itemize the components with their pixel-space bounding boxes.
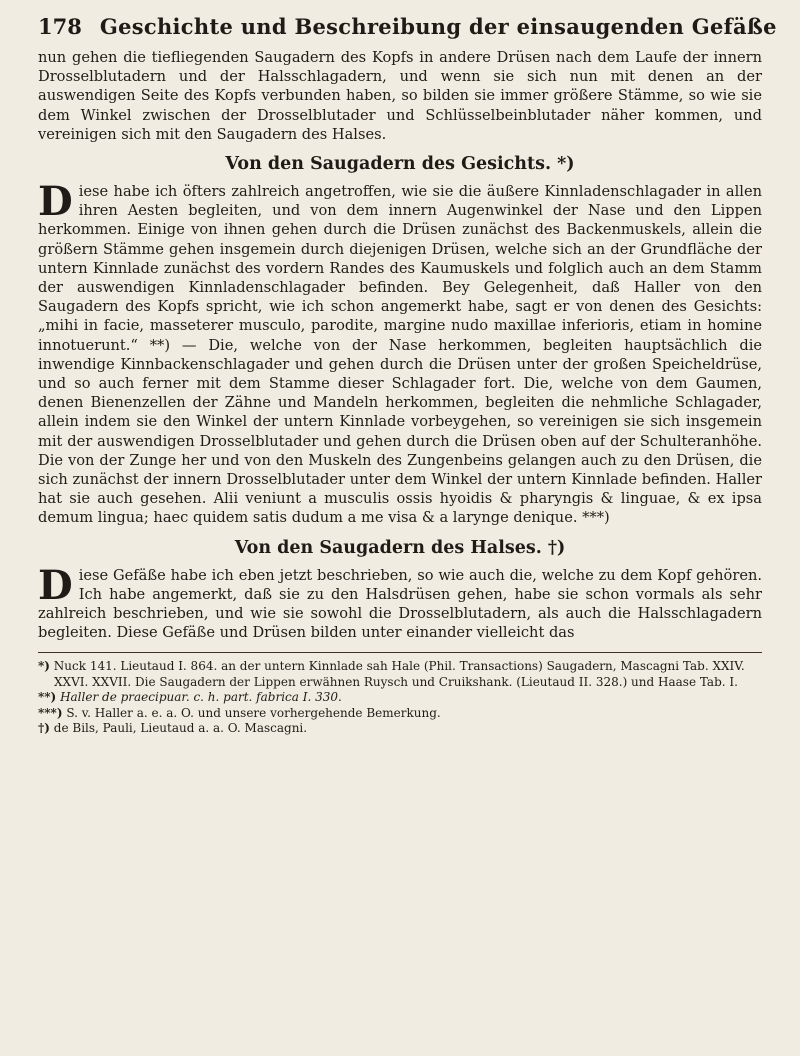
footnote-text: Haller de praecipuar. c. h. part. fabrica I. 330. xyxy=(60,690,342,705)
paragraph-neck-text: iese Gefäße habe ich eben jetzt beschrieben, so wie auch die, welche zu dem Kopf gehören. Ich habe angemerkt, daß sie zu den Halsdrüsen gehen, habe sie schon vormals als sehr zahlreich beschrieben, und wie sie sowohl die Drosselblutadern, als auch die Halsschlagadern begleiten. Diese Gefäße und Drüsen bilden unter einander vielleicht das xyxy=(38,566,762,642)
footnote-text: de Bils, Pauli, Lieutaud a. a. O. Mascagni. xyxy=(53,721,308,736)
footnote-divider xyxy=(38,652,762,653)
footnote-text: S. v. Haller a. e. a. O. und unsere vorhergehende Bemerkung. xyxy=(66,705,441,720)
footnote xyxy=(38,721,762,736)
section-heading-neck: Von den Saugadern des Halses. †) xyxy=(234,537,566,558)
footnote-mark: ***) xyxy=(38,705,63,720)
footnotes xyxy=(38,659,762,736)
drop-initial: D xyxy=(38,561,73,609)
paragraph-neck xyxy=(38,561,762,643)
footnote xyxy=(38,690,762,705)
running-title: Geschichte und Beschreibung der einsaugenden Gefäße xyxy=(99,14,777,39)
footnote-mark: *) xyxy=(38,659,50,674)
running-head xyxy=(38,14,777,48)
footnote-text: Nuck 141. Lieutaud I. 864. an der untern Kinnlade sah Hale (Phil. Transactions) Saugadern, Mascagni Tab. XXIV. XXVI. XXVII. Die Saugadern der Lippen erwähnen Ruysch und Cruikshank. (Lieutaud II. 328.) und Haase Tab. I. xyxy=(53,659,745,689)
footnote-mark: †) xyxy=(38,721,50,736)
paragraph-intro: nun gehen die tiefliegenden Saugadern des Kopfs in andere Drüsen nach dem Laufe der innern Drosselblutadern und der Halsschlagadern, und wenn sie sich nun mit denen an der auswendigen Seite des Kopfs verbunden haben, so bilden sie immer größere Stämme, so wie sie dem Winkel zwischen der Drosselblutader und Schlüsselbeinblutader näher kommen, und vereinigen sich mit den Saugadern des Halses. xyxy=(38,49,762,143)
drop-initial: D xyxy=(38,178,73,226)
footnote xyxy=(38,706,762,721)
paragraph-face xyxy=(38,178,762,528)
paragraph-face-text: iese habe ich öfters zahlreich angetroffen, wie sie die äußere Kinnladenschlagader in allen ihren Aesten begleiten, und von dem innern Augenwinkel der Nase und den Lippen herkommen. Einige von ihnen gehen durch die Drüsen zunächst des Backenmuskels, allein die größern Stämme gehen insgemein durch diejenigen Drüsen, welche sich an der Grundfläche der untern Kinnlade zunächst des vordern Randes des Kaumuskels und folglich auch an dem Stamm der auswendigen Kinnladenschlagader befinden. Bey Gelegenheit, daß Haller von den Saugadern des Kopfs spricht, wie ich schon angemerkt habe, sagt er von denen des Gesichts: „mihi in facie, masseterer musculo, parodite, margine nudo maxillae inferioris, etiam in homine innotuerunt.“ **) — Die, welche von der Nase herkommen, begleiten hauptsächlich die inwendige Kinnbackenschlagader und gehen durch die Drüsen unter der großen Speicheldrüse, und so auch ferner mit dem Stamme dieser Schlagader fort. Die, welche von dem Gaumen, denen Bienenzellen der Zähne und Mandeln herkommen, begleiten die nehmliche Schlagader, allein indem sie den Winkel der untern Kinnlade vorbeygehen, so vereinigen sie sich insgemein mit der auswendigen Drosselblutader und gehen durch die Drüsen oben auf der Schulteranhöhe. Die von der Zunge her und von den Muskeln des Zungenbeins gelangen auch zu den Drüsen, die sich zunächst der innern Drosselblutader unter dem Winkel der untern Kinnlade befinden. Haller hat sie auch gesehen. Alii veniunt a musculis ossis hyoidis & pharyngis & linguae, & ex ipsa demum lingua; haec quidem satis dudum a me visa & a larynge denique. ***) xyxy=(38,183,762,527)
section-heading-face: Von den Saugadern des Gesichts. *) xyxy=(225,154,575,175)
page-number: 178 xyxy=(38,14,82,39)
footnote-mark: **) xyxy=(38,690,57,705)
footnote xyxy=(38,659,762,690)
